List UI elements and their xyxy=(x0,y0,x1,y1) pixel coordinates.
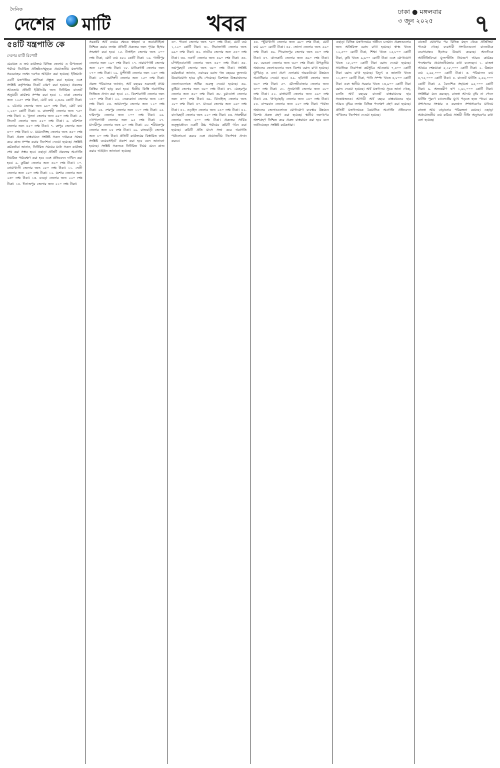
masthead xyxy=(4,4,496,40)
column-text: সরকারি অর্থ ব্যয়ের ক্ষেত্রে স্বচ্ছতা ও জবাবদিহিতা নিশ্চিত করার লক্ষ্যে প্রতিটি প্রকল্পের জন্য পৃথক হিসাব সংরক্ষণ করা হবে। ১৫. টাঙ্গাইল জেলার জন্য ২০০ লক্ষ টাকা, মোট ব্যয় ৪৫২ কোটি টাকা। ১৬. গাজীপুর জেলার জন্য ১৯০ লক্ষ টাকা। ১৭. নারায়ণগঞ্জ জেলার জন্য ১৮০ লক্ষ টাকা। ১৮. মানিকগঞ্জ জেলার জন্য ১৭০ লক্ষ টাকা। ১৯. মুন্সীগঞ্জ জেলার জন্য ১৬০ লক্ষ টাকা। ২০. নরসিংদী জেলার জন্য ১৫০ লক্ষ টাকা। প্রকল্প পরিচালক জানান, অর্থ বছরের শুরুতেই প্রথম কিস্তির অর্থ ছাড় করা হবে। দ্বিতীয় কিস্তি অগ্রগতির ভিত্তিতে প্রদান করা হবে। ২১. কিশোরগঞ্জ জেলার জন্য ১৪০ লক্ষ টাকা। ২২. নেত্রকোনা জেলার জন্য ১৩০ লক্ষ টাকা। ২৩. জামালপুর জেলার জন্য ১২০ লক্ষ টাকা। ২৪. শেরপুর জেলার জন্য ১১০ লক্ষ টাকা। ২৫. ফরিদপুর জেলার জন্য ১০০ লক্ষ টাকা। ২৬. গোপালগঞ্জ জেলার জন্য ৯৫ লক্ষ টাকা। ২৭. মাদারীপুর জেলার জন্য ৯০ লক্ষ টাকা। ২৮. শরীয়তপুর জেলার জন্য ৮৫ লক্ষ টাকা। ২৯. রাজবাড়ী জেলার জন্য ৮০ লক্ষ টাকা। প্রতিটি কার্যক্রমের বিস্তারিত তথ্য সংশ্লিষ্ট ওয়েবসাইটে প্রকাশ করা হবে বলে জানানো হয়েছে। সংশ্লিষ্ট সকলকে নির্ধারিত নিয়ম মেনে কাজ করার আহ্বান জানানো হয়েছে। xyxy=(89,40,165,154)
newspaper-logo xyxy=(10,7,122,35)
dateline-city-day: ঢাকা ● মঙ্গলবার xyxy=(398,8,442,16)
globe-icon xyxy=(66,15,78,27)
dateline xyxy=(398,8,442,26)
column-text: ৩০. পাবনা জেলার জন্য ৭৮০ লক্ষ টাকা, মোট ব্যয় ১,১২০ কোটি টাকা। ৩১. সিরাজগঞ্জ জেলার জন্য ৬৯০ লক্ষ টাকা। ৩২. নাটোর জেলার জন্য ৫৪০ লক্ষ টাকা। ৩৩. নওগাঁ জেলার জন্য ৪৯০ লক্ষ টাকা। ৩৪. চাঁপাইনবাবগঞ্জ জেলার জন্য ৪৫০ লক্ষ টাকা। ৩৫. জয়পুরহাট জেলার জন্য ৩৮০ লক্ষ টাকা। সংশ্লিষ্ট কর্মকর্তারা জানান, এবারের বরাদ্দ গত বছরের তুলনায় উল্লেখযোগ্য হারে বৃদ্ধি পেয়েছে। বিশেষত উত্তরাঞ্চলের জেলাগুলোতে অধিক গুরুত্ব দেওয়া হয়েছে। ৩৬. কুষ্টিয়া জেলার জন্য ৩৫০ লক্ষ টাকা। ৩৭. মেহেরপুর জেলার জন্য ৩২০ লক্ষ টাকা। ৩৮. চুয়াডাঙ্গা জেলার জন্য ৩০০ লক্ষ টাকা। ৩৯. ঝিনাইদহ জেলার জন্য ২৮০ লক্ষ টাকা। ৪০. মাগুরা জেলার জন্য ২৬০ লক্ষ টাকা। ৪১. নড়াইল জেলার জন্য ২৪০ লক্ষ টাকা। ৪২. বাগেরহাট জেলার জন্য ২২০ লক্ষ টাকা। ৪৩. সাতক্ষীরা জেলার জন্য ২০০ লক্ষ টাকা। প্রকল্পের সার্বিক তত্ত্বাবধানে একটি উচ্চ পর্যায়ের কমিটি গঠন করা হয়েছে। কমিটি প্রতি মাসে সভা করে অগ্রগতি পর্যালোচনা করবে এবং প্রয়োজনীয় নির্দেশনা প্রদান করবে। xyxy=(171,40,247,143)
column-1 xyxy=(4,40,86,764)
page-number: ৭ xyxy=(474,10,490,38)
column-2 xyxy=(86,40,168,764)
article-columns xyxy=(4,40,496,764)
section-title: খবর xyxy=(207,12,246,37)
logo-word-mati: মাটি xyxy=(82,15,111,35)
column-5 xyxy=(333,40,415,764)
column-text: ৪৪. পটুয়াখালী জেলার জন্য ৬৮০ লক্ষ টাকা, মোট ব্যয় ৯৮০ কোটি টাকা। ৪৫. ভোলা জেলার জন্য ৫৯০ লক্ষ টাকা। ৪৬. পিরোজপুর জেলার জন্য ৪৮০ লক্ষ টাকা। ৪৭. ঝালকাঠি জেলার জন্য ৩৯০ লক্ষ টাকা। ৪৮. বরগুনা জেলার জন্য ৩৫০ লক্ষ টাকা। উপকূলীয় অঞ্চলের জেলাগুলোর জন্য বিশেষ বরাদ্দ রাখা হয়েছে। ঘূর্ণিঝড় ও বন্যা প্রবণ এলাকায় অবকাঠামো উন্নয়নে অগ্রাধিকার দেওয়া হবে। ৪৯. হবিগঞ্জ জেলার জন্য ৩২০ লক্ষ টাকা। ৫০. মৌলভীবাজার জেলার জন্য ৩০০ লক্ষ টাকা। ৫১. সুনামগঞ্জ জেলার জন্য ২৮০ লক্ষ টাকা। ৫২. রাঙ্গামাটি জেলার জন্য ২৬০ লক্ষ টাকা। ৫৩. খাগড়াছড়ি জেলার জন্য ২৪০ লক্ষ টাকা। ৫৪. বান্দরবান জেলার জন্য ২২০ লক্ষ টাকা। পার্বত্য অঞ্চলের জেলাগুলোতে যোগাযোগ ব্যবস্থার উন্নয়নে বিশেষ প্রকল্প গ্রহণ করা হয়েছে। স্থানীয় জনগণের অংশগ্রহণ নিশ্চিত করে প্রকল্প বাস্তবায়ন করা হবে বলে জানিয়েছেন সংশ্লিষ্ট কর্মকর্তারা। xyxy=(253,40,329,128)
column-3 xyxy=(168,40,250,764)
dateline-date: ৩ জুন ২০২৫ xyxy=(398,17,433,25)
column-text: বাজেট ঘোষণার পর বিভিন্ন মহল থেকে প্রতিক্রিয়া পাওয়া গেছে। ব্যবসায়ী সংগঠনগুলো বাজেটকে ব্যবসাবান্ধব হিসেবে উল্লেখ করেছে। অন্যদিকে অর্থনীতিবিদরা মূল্যস্ফীতি নিয়ন্ত্রণে আরও কার্যকর পদক্ষেপের প্রয়োজনীয়তার কথা বলেছেন। ১. রাজস্ব আয়ের লক্ষ্যমাত্রা ৫,১৮,০০০ কোটি টাকা। ২. উন্নয়ন ব্যয় ২,৬৫,০০০ কোটি টাকা। ৩. পরিচালন ব্যয় ৪,৭৫,০০০ কোটি টাকা। ৪. বাজেট ঘাটতি ২,৫৬,০০০ কোটি টাকা। ৫. বৈদেশিক সহায়তা ৯৫,০০০ কোটি টাকা। ৬. অভ্যন্তরীণ ঋণ ১,৬১,০০০ কোটি টাকা। সংশ্লিষ্টরা মনে করছেন, রাজস্ব আদায় বৃদ্ধি না পেলে ঘাটতি পূরণে চ্যালেঞ্জের মুখে পড়তে হতে পারে। কর প্রশাসনের সংস্কার ও করজাল সম্প্রসারণের মাধ্যমে রাজস্ব আয় বাড়ানোর পরিকল্পনা রয়েছে। এছাড়া অপ্রয়োজনীয় ব্যয় কমিয়ে সাশ্রয়ী নীতি অনুসরণের কথা বলা হয়েছে। xyxy=(417,40,494,123)
article-headline: ৫৪টি যন্ত্রপাতি কে xyxy=(7,40,65,49)
logo-prefix: দৈনিক xyxy=(10,7,23,13)
column-4 xyxy=(251,40,333,764)
column-6 xyxy=(415,40,496,764)
logo-word-desher: দেশের xyxy=(14,15,55,35)
article-byline: দেশের মাটি রিপোর্ট xyxy=(7,53,38,58)
column-text: এছাড়া বিভিন্ন মন্ত্রণালয়ের অধীনে চলমান প্রকল্পগুলোর জন্য অতিরিক্ত বরাদ্দ রাখা হয়েছে। স্বাস্থ্য খাতে ১২,৫০০ কোটি টাকা, শিক্ষা খাতে ১৫,৮০০ কোটি টাকা, কৃষি খাতে ৯,৬০০ কোটি টাকা এবং যোগাযোগ খাতে ১৮,২০০ কোটি টাকা বরাদ্দ দেওয়া হয়েছে। সামাজিক নিরাপত্তা কর্মসূচির আওতায় ৭,৪০০ কোটি টাকা বরাদ্দ রাখা হয়েছে। বিদ্যুৎ ও জ্বালানি খাতে ১১,৩০০ কোটি টাকা, পানি সম্পদ খাতে ৪,৮০০ কোটি টাকা এবং স্থানীয় সরকার খাতে ১৩,৯০০ কোটি টাকা বরাদ্দ দেওয়া হয়েছে। অর্থ মন্ত্রণালয় সূত্রে জানা গেছে, চলতি অর্থ বছরের বাজেট বাস্তবায়নের হার সন্তোষজনক। আগামী অর্থ বছরে বাস্তবায়নের হার আরও বৃদ্ধির লক্ষ্যে বিভিন্ন পদক্ষেপ গ্রহণ করা হয়েছে। প্রতিটি মন্ত্রণালয়কে ত্রৈমাসিক অগ্রগতি প্রতিবেদন দাখিলের নির্দেশনা দেওয়া হয়েছে। xyxy=(335,40,411,117)
column-text: মেরামত ও ক্রয় কার্যক্রমে বিভিন্ন জেলায় ও উপজেলা পর্যায়ে নির্বাচিত প্রতিষ্ঠানসমূহকে প্রয়োজনীয় যন্ত্রপাতি সরবরাহের লক্ষ্যে দরপত্র আহ্বান করা হয়েছে। ইতিমধ্যে ৫৪টি যন্ত্রপাতির তালিকা প্রস্তুত করা হয়েছে এবং সংশ্লিষ্ট কর্তৃপক্ষের নিকট প্রেরণ করা হয়েছে। প্রকল্পের আওতায় প্রতিটি ইউনিটের জন্য নির্ধারিত বাজেট অনুযায়ী কার্যক্রম সম্পন্ন করা হবে। ১. ঢাকা জেলার জন্য ১২৫০ লক্ষ টাকা, মোট ব্যয় ২,৩৫৬ কোটি টাকা। ২. চট্টগ্রাম জেলার জন্য ৯৮০ লক্ষ টাকা, মোট ব্যয় ১,২৪০ কোটি টাকা। ৩. রাজশাহী জেলার জন্য ৭৫০ লক্ষ টাকা। ৪. খুলনা জেলার জন্য ৬৫০ লক্ষ টাকা। ৫. সিলেট জেলার জন্য ৫৫০ লক্ষ টাকা। ৬. বরিশাল জেলার জন্য ৪৫০ লক্ষ টাকা। ৭. রংপুর জেলার জন্য ৪০০ লক্ষ টাকা। ৮. ময়মনসিংহ জেলার জন্য ৩৫০ লক্ষ টাকা। প্রকল্প বাস্তবায়নে সংশ্লিষ্ট সকল দপ্তরকে সমন্বয় করে কাজ সম্পন্ন করার নির্দেশনা দেওয়া হয়েছে। সংশ্লিষ্ট কর্মকর্তারা জানান, নির্ধারিত সময়ের মধ্যে সকল কার্যক্রম শেষ করা সম্ভব হবে। এছাড়া প্রতিটি প্রকল্পের অগ্রগতি নিয়মিত পর্যবেক্ষণ করা হবে এবং প্রতিবেদন দাখিল করা হবে। ৯. কুমিল্লা জেলার জন্য ৩২০ লক্ষ টাকা। ১০. নোয়াখালী জেলার জন্য ২৮০ লক্ষ টাকা। ১১. ফেনী জেলার জন্য ২৫০ লক্ষ টাকা। ১২. যশোর জেলার জন্য ২৩০ লক্ষ টাকা। ১৩. বগুড়া জেলার জন্য ২২০ লক্ষ টাকা। ১৪. দিনাজপুর জেলার জন্য ২১০ লক্ষ টাকা। xyxy=(7,62,83,186)
